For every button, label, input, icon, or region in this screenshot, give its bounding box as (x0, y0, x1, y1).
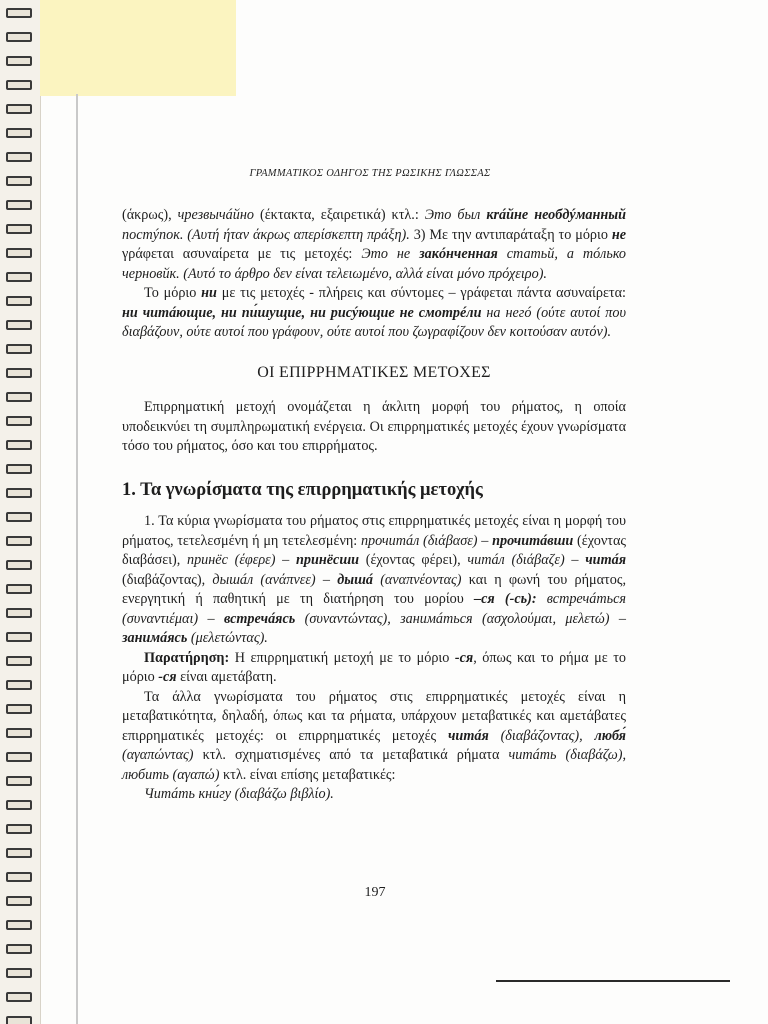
russian-example: статьй, а тóлько черновйк. (Αυτό το άρθρο δεν είναι τελειωμένο, αλλά είναι μόνο πρόχειρο). (122, 246, 627, 282)
note-label: Παρατήρηση: (144, 649, 230, 666)
paragraph (122, 512, 626, 649)
russian-example: (μελετώντας). (187, 630, 268, 646)
text-run: Το μόριο (144, 285, 202, 301)
binding-ring (6, 1016, 32, 1024)
russian-term-bold: -ся (158, 669, 177, 685)
russian-example: Этo был (424, 207, 487, 223)
russian-example: постýпок. (Αυτή ήταν άκρως απερίσκεπτη πράξη). (122, 226, 410, 243)
russian-example: на негó (ούτε αυτοί που διαβάζουν, ούτε αυτοί που γράφουν, ούτε αυτοί που ζωγραφίζουν δεν κοιτούσαν αυτόν). (122, 304, 626, 340)
binding-ring (6, 632, 32, 642)
binding-ring (6, 176, 32, 186)
text-run: (έχοντας φέρει), (359, 552, 468, 568)
binding-ring (6, 272, 32, 282)
russian-example: (διαβάζοντας), (488, 727, 595, 744)
text-run: κτλ. σχηματισμένες από τα μεταβατικά ρήματα (193, 747, 509, 763)
text-run: και η φωνή του ρήματος, ενεργητική ή παθητική με τη διατήρηση του μορίου (122, 571, 626, 607)
binding-ring (6, 368, 32, 378)
binding-ring (6, 944, 32, 954)
binding-ring (6, 968, 32, 978)
russian-term-bold: читáя (447, 727, 489, 744)
russian-example: (αναπνέοντας) (372, 571, 462, 588)
body-text (122, 206, 626, 805)
running-header: ΓΡΑΜΜΑΤΙΚΟΣ ΟΔΗΓΟΣ ΤΗΣ ΡΩΣΙΚΗΣ ΓΛΩΣΣΑΣ (249, 168, 491, 179)
binding-ring (6, 32, 32, 42)
binding-ring (6, 992, 32, 1002)
text-run: κτλ. είναι επίσης μεταβατικές: (219, 766, 396, 783)
binding-ring (6, 656, 32, 666)
binding-ring (6, 536, 32, 546)
binding-ring (6, 392, 32, 402)
text-run: 1. Τα κύρια γνωρίσματα του ρήματος στις επιρρηματικές μετοχές είναι η μορφή του ρήματος, τετελεσμένη ή μη τετελεσμένη: (122, 513, 626, 549)
sticky-note (40, 0, 236, 96)
russian-term-bold: не (611, 226, 626, 243)
binding-ring (6, 704, 32, 714)
binding-ring (6, 128, 32, 138)
russian-term-bold: кráйне необдýманный (486, 207, 626, 223)
russian-term-bold: -ся (454, 649, 474, 666)
paragraph (122, 688, 626, 786)
russian-example: дышáл (ανάπνεε) – (212, 571, 338, 588)
binding-ring (6, 440, 32, 450)
bottom-rule (496, 980, 730, 982)
text-run: γράφεται ασυναίρετα με τις μετοχές: (122, 246, 362, 262)
russian-term-bold: встречáясь (223, 610, 296, 627)
russian-example: встречáться (συναντιέμαι) – (122, 591, 626, 627)
russian-term-bold: читáя (585, 552, 627, 568)
russian-term-bold: занимáясь (122, 630, 188, 646)
binding-ring (6, 824, 32, 834)
binding-ring (6, 152, 32, 162)
binding-ring (6, 56, 32, 66)
page-number: 197 (364, 885, 386, 900)
paragraph (122, 206, 626, 284)
binding-ring (6, 296, 32, 306)
section-title: ΟΙ ΕΠΙΡΡΗΜΑΤΙΚΕΣ ΜΕΤΟΧΕΣ (257, 363, 491, 381)
russian-term: чрезвычáйно (177, 207, 254, 223)
binding-ring (6, 920, 32, 930)
russian-example: читáть (διαβάζω), любить (αγαπώ) (122, 747, 626, 783)
russian-term-bold: любя́ (594, 727, 626, 744)
russian-term-bold: –ся (-сь): (474, 591, 537, 607)
binding-ring (6, 752, 32, 762)
binding-ring (6, 512, 32, 522)
paragraph: Επιρρηματική μετοχή ονομάζεται η άκλιτη μορφή του ρήματος, η οποία υποδεικνύει τη συμπληρωματική ενέργεια. Οι επιρρηματικές μετοχές έχουν γνωρίσματα τόσο του ρήματος, όσο και του επιρρήματος. (122, 399, 626, 454)
binding-ring (6, 776, 32, 786)
text-run: είναι αμετάβατη. (176, 669, 277, 685)
binding-ring (6, 560, 32, 570)
russian-example: читáл (διάβαζε) – (467, 552, 586, 568)
russian-term-bold: закóнченная (419, 246, 498, 262)
binding-ring (6, 104, 32, 114)
russian-term-bold: принёсши (295, 552, 360, 568)
russian-term-bold: ни читáющие, ни пи́шущие, ни рисýющие не смотрéли (122, 304, 482, 321)
binding-ring (6, 344, 32, 354)
text-run: (έχοντας διαβάσει), (122, 532, 626, 568)
binding-ring (6, 8, 32, 18)
binding-ring (6, 896, 32, 906)
paragraph: Читáть кни́гу (διαβάζω βιβλίο). (144, 786, 334, 802)
spiral-binding (0, 0, 41, 1024)
text-run: , όπως και το ρήμα με το μόριο (122, 649, 627, 685)
russian-term-bold: ни (201, 285, 217, 301)
binding-ring (6, 80, 32, 90)
russian-term-bold: дышá (337, 571, 373, 588)
binding-ring (6, 728, 32, 738)
binding-ring (6, 248, 32, 258)
text-run: (άκρως), (122, 207, 178, 223)
binding-ring (6, 800, 32, 810)
text-run: με τις μετοχές - πλήρεις και σύντομες – γράφεται πάντα ασυναίρετα: (216, 285, 626, 301)
binding-ring (6, 224, 32, 234)
binding-ring (6, 200, 32, 210)
text-run: 3) Με την αντιπαράταξη το μόριο (409, 226, 612, 243)
text-run: (διαβάζοντας), (122, 571, 213, 588)
paragraph (122, 284, 626, 343)
binding-ring (6, 584, 32, 594)
binding-ring (6, 608, 32, 618)
russian-example: Это не (361, 246, 420, 262)
binding-ring (6, 488, 32, 498)
text-run: (έκτακτα, εξαιρετικά) κτλ.: (254, 207, 425, 223)
binding-ring (6, 416, 32, 426)
paragraph (122, 649, 626, 688)
binding-ring (6, 680, 32, 690)
text-run: Η επιρρηματική μετοχή με το μόριο (229, 649, 455, 666)
russian-example: прочитáл (διάβασε) – (360, 532, 493, 549)
binding-ring (6, 320, 32, 330)
russian-example: принёс (έφερε) – (186, 552, 296, 568)
binding-ring (6, 848, 32, 858)
binding-ring (6, 872, 32, 882)
russian-example: (συναντώντας), занимáться (ασχολούμαι, μελετώ) – (295, 610, 626, 627)
page-edge-shadow (76, 94, 78, 1024)
subsection-title: 1. Τα γνωρίσματα της επιρρηματικής μετοχής (122, 479, 483, 500)
text-run: Τα άλλα γνωρίσματα του ρήματος στις επιρρηματικές μετοχές είναι η μεταβατικότητα, δηλαδή, όπως και τα ρήματα, υπάρχουν μεταβατικές και αμετάβατες επιρρηματικές μετοχές: οι επιρρηματικές μετοχές (122, 688, 626, 744)
binding-ring (6, 464, 32, 474)
russian-term-bold: прочитáвши (492, 532, 574, 549)
russian-example: (αγαπώντας) (122, 747, 194, 763)
